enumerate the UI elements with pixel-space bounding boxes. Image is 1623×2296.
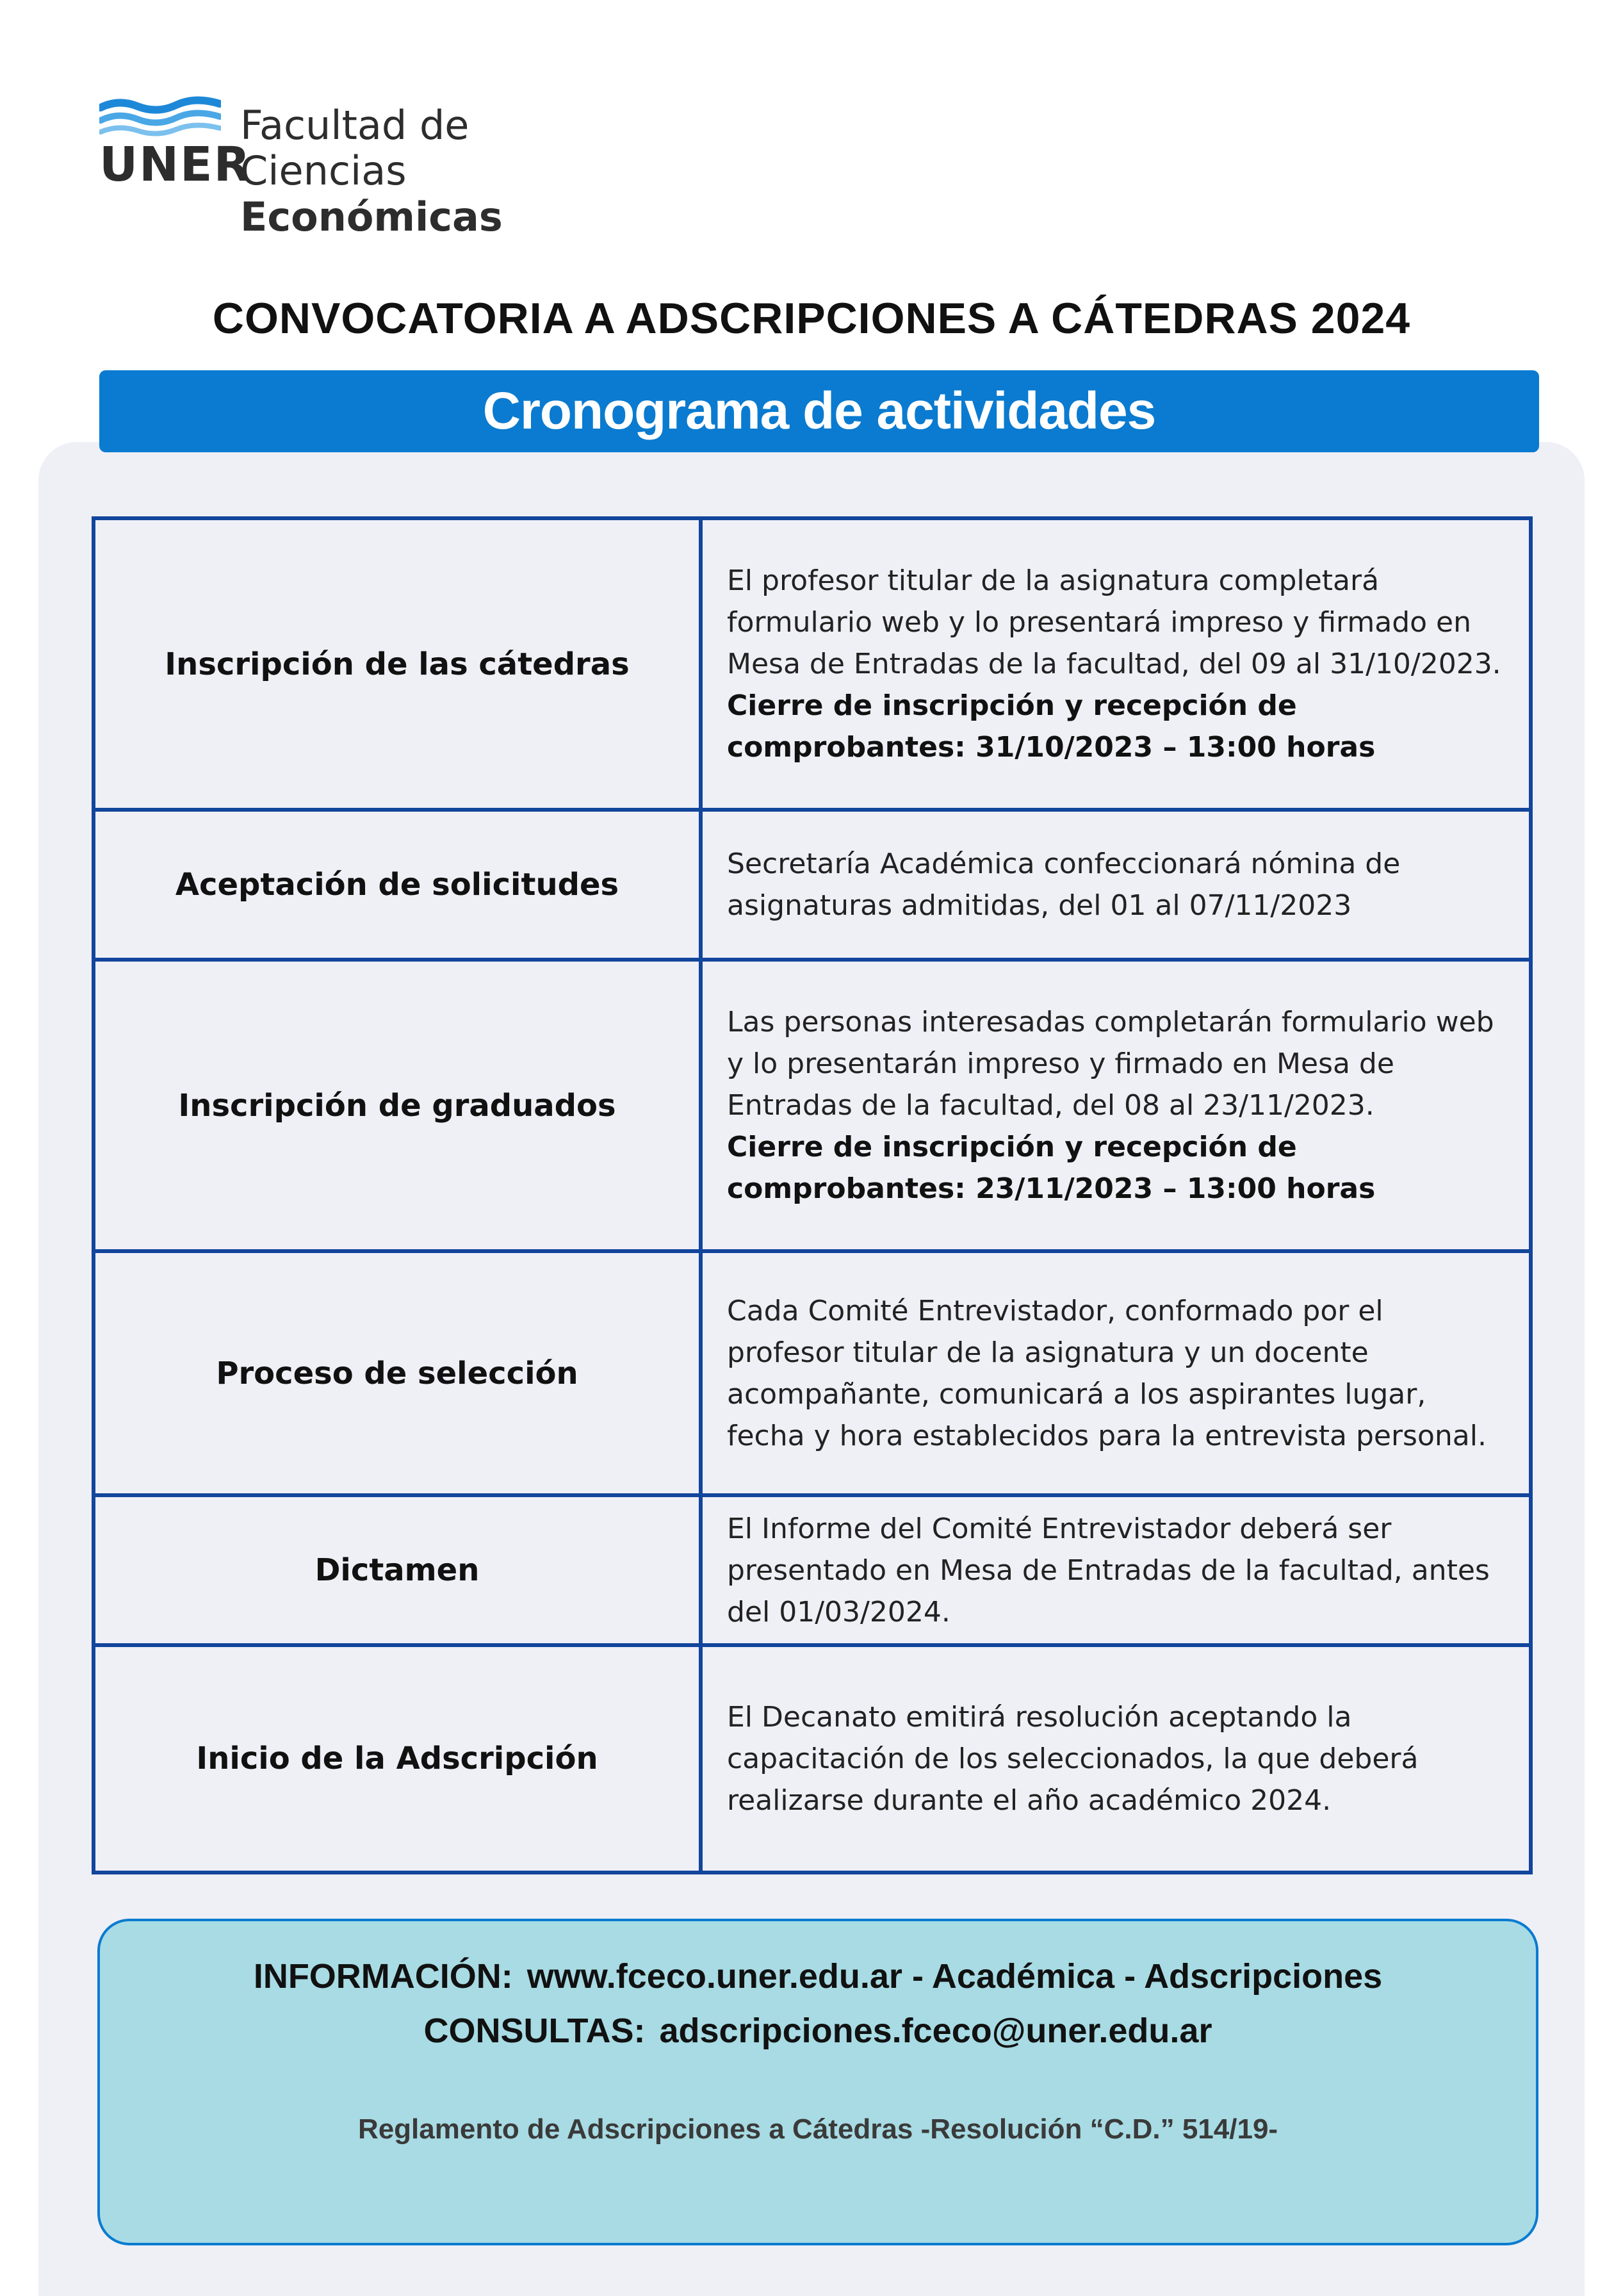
schedule-table-body — [94, 518, 1531, 1873]
info-website-link[interactable]: www.fceco.uner.edu.ar - Académica - Adscripciones — [526, 1957, 1383, 1996]
schedule-activity-description — [701, 810, 1531, 960]
schedule-activity-label: Inicio de la Adscripción — [94, 1645, 701, 1873]
schedule-activity-description — [701, 518, 1531, 810]
logo-uner-text: UNER — [99, 137, 252, 192]
waves-icon — [99, 96, 221, 141]
logo-faculty-line2: Económicas — [240, 193, 503, 240]
schedule-row — [94, 1495, 1531, 1645]
schedule-banner: Cronograma de actividades — [99, 370, 1539, 452]
schedule-table — [92, 516, 1533, 1874]
description-text: Cada Comité Entrevistador, conformado por el profesor titular de la asignatura y un docente acompañante, comunicará a los aspirantes lugar, fecha y hora establecidos para la entrevista personal. — [727, 1294, 1487, 1452]
contact-label: CONSULTAS: — [423, 2012, 646, 2050]
description-text: El Informe del Comité Entrevistador deberá ser presentado en Mesa de Entradas de la facultad, antes del 01/03/2024. — [727, 1512, 1490, 1628]
info-box — [97, 1919, 1538, 2245]
schedule-activity-label: Proceso de selección — [94, 1251, 701, 1495]
schedule-row — [94, 518, 1531, 810]
description-text: El profesor titular de la asignatura completará formulario web y lo presentará impreso y firmado en Mesa de Entradas de la facultad, del 09 al 31/10/2023. — [727, 564, 1501, 681]
schedule-activity-description — [701, 1251, 1531, 1495]
deadline-text: Cierre de inscripción y recepción de comprobantes: 31/10/2023 – 13:00 horas — [727, 689, 1376, 764]
regulation-note: Reglamento de Adscripciones a Cátedras -Resolución “C.D.” 514/19- — [357, 2113, 1278, 2145]
schedule-activity-label: Aceptación de solicitudes — [94, 810, 701, 960]
schedule-activity-label: Dictamen — [94, 1495, 701, 1645]
logo-faculty-name — [240, 102, 612, 240]
schedule-activity-description — [701, 1645, 1531, 1873]
description-text: Secretaría Académica confeccionará nómina de asignaturas admitidas, del 01 al 07/11/2023 — [727, 848, 1401, 922]
description-text: Las personas interesadas completarán formulario web y lo presentarán impreso y firmado en Mesa de Entradas de la facultad, del 08 al 23/11/2023. — [727, 1006, 1494, 1122]
schedule-row — [94, 1251, 1531, 1495]
contact-line — [100, 2011, 1536, 2051]
schedule-row — [94, 960, 1531, 1251]
info-label: INFORMACIÓN: — [253, 1957, 513, 1996]
contact-email-link[interactable]: adscripciones.fceco@uner.edu.ar — [659, 2012, 1212, 2050]
schedule-row — [94, 1645, 1531, 1873]
schedule-activity-description — [701, 960, 1531, 1251]
schedule-row — [94, 810, 1531, 960]
schedule-activity-label: Inscripción de graduados — [94, 960, 701, 1251]
description-text: El Decanato emitirá resolución aceptando la capacitación de los seleccionados, la que deberá realizarse durante el año académico 2024. — [727, 1700, 1419, 1817]
deadline-text: Cierre de inscripción y recepción de comprobantes: 23/11/2023 – 13:00 horas — [727, 1131, 1376, 1206]
schedule-activity-description — [701, 1495, 1531, 1645]
schedule-activity-label: Inscripción de las cátedras — [94, 518, 701, 810]
page-title: CONVOCATORIA A ADSCRIPCIONES A CÁTEDRAS 2024 — [212, 294, 1411, 343]
logo-faculty-line1: Facultad de Ciencias — [240, 102, 469, 195]
info-line — [100, 1956, 1536, 1996]
faculty-logo — [99, 96, 612, 240]
